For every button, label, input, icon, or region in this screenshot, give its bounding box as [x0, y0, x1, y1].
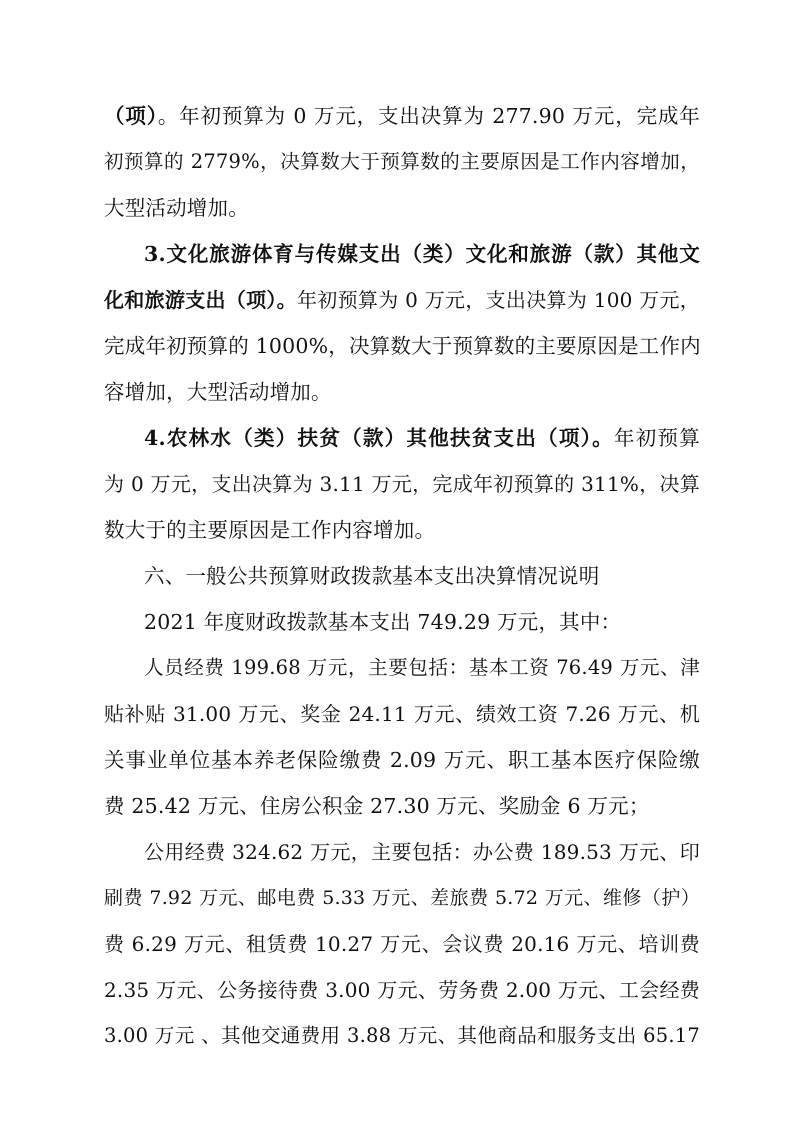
- p3-line-2: 为 0 万元，支出决算为 3.11 万元，完成年初预算的 311%，决算: [104, 472, 700, 496]
- p2-line-2: [104, 280, 700, 320]
- p6-line-1: 公用经费 324.62 万元，主要包括：办公费 189.53 万元、印: [144, 840, 700, 864]
- p5-line-3: 关事业单位基本养老保险缴费 2.09 万元、职工基本医疗保险缴: [104, 748, 700, 772]
- p6-line-3: 费 6.29 万元、租赁费 10.27 万元、会议费 20.16 万元、培训费: [104, 932, 700, 956]
- p1-line-2: 初预算的 2779%，决算数大于预算数的主要原因是工作内容增加，: [104, 150, 700, 173]
- p3-line-1: [104, 418, 700, 458]
- p5-line-2: 贴补贴 31.00 万元、奖金 24.11 万元、绩效工资 7.26 万元、机: [104, 702, 700, 726]
- p3-bold-fragment: 4.农林水（类）扶贫（款）其他扶贫支出（项）。: [144, 426, 614, 450]
- p2-line-2-text: 年初预算为 0 万元，支出决算为 100 万元，: [297, 288, 701, 312]
- section-heading: 六、一般公共预算财政拨款基本支出决算情况说明: [144, 564, 600, 588]
- p6-line-4: 2.35 万元、公务接待费 3.00 万元、劳务费 2.00 万元、工会经费: [104, 978, 700, 1002]
- p4-line-1: 2021 年度财政拨款基本支出 749.29 万元，其中：: [144, 610, 622, 634]
- p2-line-1: 3.文化旅游体育与传媒支出（类）文化和旅游（款）其他文: [144, 242, 700, 266]
- p1-line-1: [104, 96, 700, 136]
- p6-line-2: 刷费 7.92 万元、邮电费 5.33 万元、差旅费 5.72 万元、维修（护）: [104, 887, 700, 909]
- p2-line-3: 完成年初预算的 1000%，决算数大于预算数的主要原因是工作内: [104, 334, 701, 358]
- p1-line-1-text: 。年初预算为 0 万元，支出决算为 277.90 万元，完成年: [157, 104, 700, 128]
- p6-line-5: 3.00 万元 、其他交通费用 3.88 万元、其他商品和服务支出 65.17: [104, 1024, 700, 1047]
- p2-line-4: 容增加，大型活动增加。: [104, 380, 332, 404]
- p1-line-3: 大型活动增加。: [104, 196, 249, 220]
- p2-bold-fragment: 化和旅游支出（项）。: [104, 288, 297, 312]
- p3-line-3: 数大于的主要原因是工作内容增加。: [104, 518, 436, 542]
- p5-line-4: 费 25.42 万元、住房公积金 27.30 万元、奖励金 6 万元；: [104, 794, 650, 818]
- p3-line-1-text: 年初预算: [613, 426, 701, 450]
- p1-bold-fragment: （项）: [104, 104, 158, 128]
- p5-line-1: 人员经费 199.68 万元，主要包括：基本工资 76.49 万元、津: [144, 656, 700, 679]
